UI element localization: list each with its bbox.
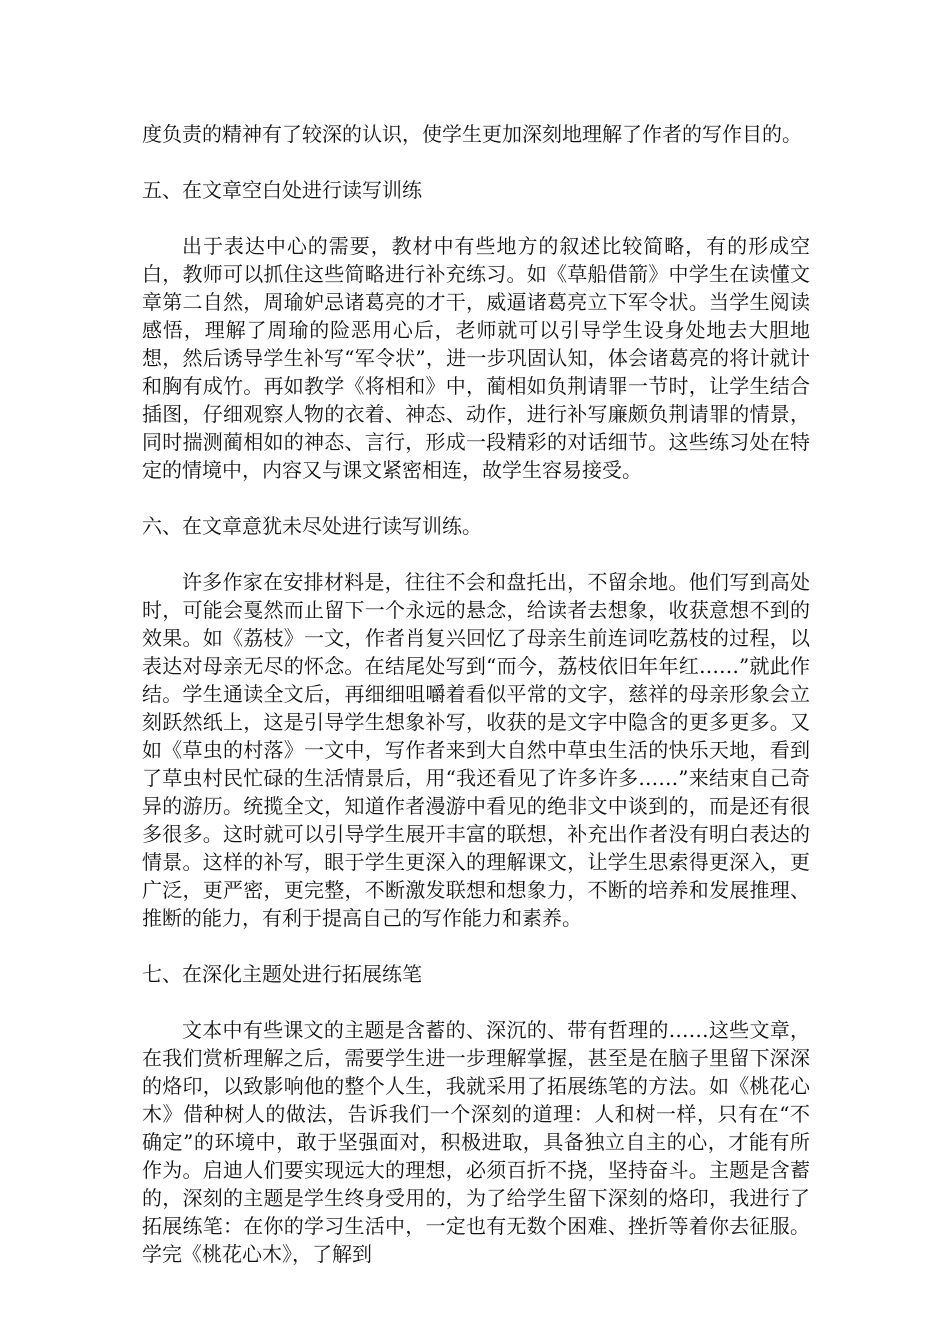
paragraph-gap — [142, 540, 810, 568]
paragraph-section-5: 出于表达中心的需要，教材中有些地方的叙述比较简略，有的形成空白，教师可以抓住这些简略进行补充练习。如《草船借箭》中学生在读懂文章第二自然，周瑜妒忌诸葛亮的才干，威逼诸葛亮立下军令状。当学生阅读感悟，理解了周瑜的险恶用心后，老师就可以引导学生设身处地去大胆地想，然后诱导学生补写“军令状”，进一步巩固认知，体会诸葛亮的将计就计和胸有成竹。再如教学《将相和》中，蔺相如负荆请罪一节时，让学生结合插图，仔细观察人物的衣着、神态、动作，进行补写廉颇负荆请罪的情景，同时揣测蔺相如的神态、言行，形成一段精彩的对话细节。这些练习处在特定的情境中，内容又与课文紧密相连，故学生容易接受。 — [142, 234, 810, 482]
section-heading-7: 七、在深化主题处进行拓展练笔 — [142, 962, 422, 986]
paragraph-gap — [142, 204, 810, 232]
section-heading-5: 五、在文章空白处进行读写训练 — [142, 178, 422, 202]
paragraph-gap — [142, 148, 810, 176]
paragraph-section-7: 文本中有些课文的主题是含蓄的、深沉的、带有哲理的……这些文章，在我们赏析理解之后，需要学生进一步理解掌握，甚至是在脑子里留下深深的烙印，以致影响他的整个人生，我就采用了拓展练笔的方法。如《桃花心木》借种树人的做法，告诉我们一个深刻的道理：人和树一样，只有在“不确定”的环境中，敢于坚强面对，积极进取，具备独立自主的心，才能有所作为。启迪人们要实现远大的理想，必须百折不挠，坚持奋斗。主题是含蓄的，深刻的主题是学生终身受用的，为了给学生留下深刻的烙印，我进行了拓展练笔：在你的学习生活中，一定也有无数个困难、挫折等着你去征服。学完《桃花心木》，了解到 — [142, 1018, 810, 1266]
paragraph-gap — [142, 484, 810, 512]
paragraph-continued: 度负责的精神有了较深的认识，使学生更加深刻地理解了作者的写作目的。 — [142, 122, 802, 146]
section-heading-6: 六、在文章意犹未尽处进行读写训练。 — [142, 514, 482, 538]
paragraph-gap — [142, 988, 810, 1016]
paragraph-gap — [142, 932, 810, 960]
document-page — [142, 120, 810, 1268]
paragraph-section-6: 许多作家在安排材料是，往往不会和盘托出，不留余地。他们写到高处时，可能会戛然而止留下一个永远的悬念，给读者去想象，收获意想不到的效果。如《荔枝》一文，作者肖复兴回忆了母亲生前连词吃荔枝的过程，以表达对母亲无尽的怀念。在结尾处写到“而今，荔枝依旧年年红……”就此作结。学生通读全文后，再细细咀嚼着看似平常的文字，慈祥的母亲形象会立刻跃然纸上，这是引导学生想象补写，收获的是文字中隐含的更多更多。又如《草虫的村落》一文中，写作者来到大自然中草虫生活的快乐天地，看到了草虫村民忙碌的生活情景后，用“我还看见了许多许多……”来结束自己奇异的游历。统揽全文，知道作者漫游中看见的绝非文中谈到的，而是还有很多很多。这时就可以引导学生展开丰富的联想，补充出作者没有明白表达的情景。这样的补写，眼于学生更深入的理解课文，让学生思索得更深入，更广泛，更严密，更完整，不断激发联想和想象力，不断的培养和发展推理、推断的能力，有利于提高自己的写作能力和素养。 — [142, 570, 810, 930]
